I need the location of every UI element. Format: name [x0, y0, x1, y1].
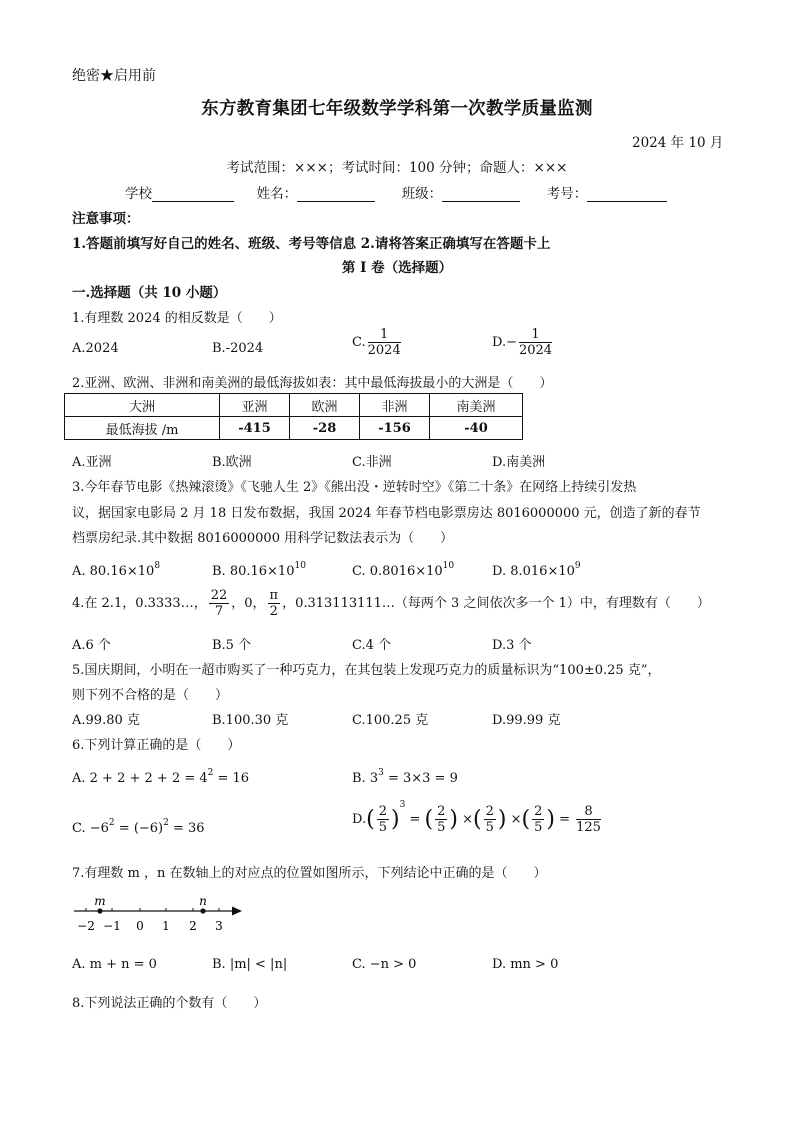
q1-c-label: C.: [352, 335, 366, 350]
number-field[interactable]: [587, 187, 667, 202]
altitude-table: [64, 393, 523, 440]
q3-option-b[interactable]: B. $80.16\times 10^{10}$: [212, 561, 306, 579]
tick-label: −1: [103, 919, 121, 933]
q6-option-c[interactable]: C. $-6^2 = (-6)^2 = 36$: [72, 818, 205, 836]
number-line: [70, 893, 250, 937]
q5-option-d[interactable]: D.99.99 克: [492, 713, 561, 728]
table-header: 欧洲: [290, 394, 360, 417]
q5-option-a[interactable]: A.99.80 克: [72, 713, 140, 728]
q8-stem: 8.下列说法正确的个数有（ ）: [72, 996, 267, 1011]
notice-heading: 注意事项：: [72, 211, 140, 227]
tick-label: 2: [189, 919, 197, 933]
q3-line-3: 档票房纪录.其中数据 8016000000 用科学记数法表示为（ ）: [72, 531, 454, 546]
q6-option-a[interactable]: A. $2 + 2 + 2 + 2 = 4^2 = 16$: [72, 768, 250, 786]
q7-option-c[interactable]: C. −n > 0: [352, 957, 417, 972]
q2-option-c[interactable]: C.非洲: [352, 455, 392, 470]
q2-option-d[interactable]: D.南美洲: [492, 455, 546, 470]
q3-line-1: 3.今年春节电影《热辣滚烫》《飞驰人生 2》《熊出没・逆转时空》《第二十条》在网络上持续引发热: [72, 480, 637, 495]
tick-label: −2: [77, 919, 95, 933]
name-label: 姓名：: [256, 186, 298, 202]
tick-label: 0: [136, 919, 144, 933]
table-header-row: [65, 394, 523, 417]
table-header: 非洲: [360, 394, 430, 417]
q1-d-label: D.−: [492, 335, 517, 350]
q7-option-b[interactable]: B. |m| < |n|: [212, 957, 288, 972]
q1-option-c[interactable]: [352, 327, 403, 358]
class-label: 班级：: [401, 186, 443, 202]
secret-label: 绝密★启用前: [72, 68, 156, 84]
table-header: 大洲: [65, 394, 220, 417]
school-field[interactable]: [152, 187, 234, 202]
q4-fraction-22-7: $\frac{22}{7}$: [210, 588, 228, 619]
table-header: 亚洲: [220, 394, 290, 417]
student-info-fields: [125, 182, 667, 202]
q7-option-d[interactable]: D. mn > 0: [492, 957, 559, 972]
q5-option-c[interactable]: C.100.25 克: [352, 713, 429, 728]
q6-option-d[interactable]: D.( $\frac{2}{5}$ )$^3$ = ( $\frac{2}{5}$ ) ×( $\frac{2}{5}$ ) ×( $\frac{2}{5}$ ) = $\frac{8}{125}$: [352, 800, 601, 835]
point-m: [97, 908, 102, 913]
q4-fraction-pi-2: $\frac{\pi}{2}$: [269, 588, 279, 619]
q3-line-2: 议，据国家电影局 2 月 18 日发布数据，我国 2024 年春节档电影票房达 8016000000 元，创造了新的春节: [72, 506, 701, 521]
q6-stem: 6.下列计算正确的是（ ）: [72, 738, 241, 753]
q4-option-c[interactable]: C.4 个: [352, 638, 392, 653]
q5-line-2: 则下列不合格的是（ ）: [72, 688, 229, 703]
table-cell: -156: [360, 417, 430, 440]
q5-line-1: 5.国庆期间，小明在一超市购买了一种巧克力，在其包装上发现巧克力的质量标识为“100±0.25 克”，: [72, 663, 661, 678]
q1-d-fraction: $\frac{1}{2024}$: [518, 327, 553, 358]
q1-option-b[interactable]: B.-2024: [212, 341, 264, 356]
q2-option-a[interactable]: A.亚洲: [72, 455, 112, 470]
exam-date: 2024 年 10 月: [632, 135, 724, 151]
q1-stem: 1.有理数 2024 的相反数是（ ）: [72, 311, 282, 326]
volume-title: 第 I 卷（选择题）: [341, 260, 453, 276]
q1-option-d[interactable]: [492, 327, 554, 358]
table-cell: -40: [430, 417, 523, 440]
q3-option-c[interactable]: C. $0.8016\times 10^{10}$: [352, 561, 455, 579]
q2-option-b[interactable]: B.欧洲: [212, 455, 252, 470]
tick-label: 1: [162, 919, 170, 933]
exam-info: 考试范围：×××；考试时间：100 分钟；命题人：×××: [226, 160, 568, 176]
q2-stem: 2.亚洲、欧洲、非洲和南美洲的最低海拔如表：其中最低海拔最小的大洲是（ ）: [72, 376, 553, 391]
number-label: 考号：: [546, 186, 588, 202]
q4-stem: 4.在 2.1，0.3333…， $\frac{22}{7}$ ，0， $\frac{\pi}{2}$ ，0.313113111…（每两个 3 之间依次多一个 1）中，有理数有（ ）: [72, 588, 710, 619]
notice-text: 1.答题前填写好自己的姓名、班级、考号等信息 2.请将答案正确填写在答题卡上: [72, 236, 551, 252]
name-field[interactable]: [297, 187, 375, 202]
table-cell: -28: [290, 417, 360, 440]
label-m: m: [94, 894, 106, 908]
q5-option-b[interactable]: B.100.30 克: [212, 713, 289, 728]
table-header: 南美洲: [430, 394, 523, 417]
q7-option-a[interactable]: A. m + n = 0: [72, 957, 157, 972]
q1-option-a[interactable]: A.2024: [72, 341, 119, 356]
table-cell: -415: [220, 417, 290, 440]
q6-option-b[interactable]: B. $3^3 = 3\times 3 = 9$: [352, 768, 458, 786]
class-field[interactable]: [442, 187, 520, 202]
q6-d-label: D.: [352, 812, 367, 827]
table-cell: 最低海拔 /m: [65, 417, 220, 440]
q3-option-a[interactable]: A. $80.16\times 10^8$: [72, 561, 161, 579]
q1-c-fraction: $\frac{1}{2024}$: [367, 327, 401, 358]
section-title: 一.选择题（共 10 小题）: [72, 285, 227, 301]
label-n: n: [199, 894, 207, 908]
table-row: [65, 417, 523, 440]
exam-title: 东方教育集团七年级数学学科第一次教学质量监测: [201, 99, 593, 119]
q3-option-d[interactable]: D. $8.016\times 10^9$: [492, 561, 581, 579]
school-label: 学校: [125, 186, 152, 202]
q4-option-a[interactable]: A.6 个: [72, 638, 111, 653]
q4-option-b[interactable]: B.5 个: [212, 638, 252, 653]
q7-stem: 7.有理数 m ，n 在数轴上的对应点的位置如图所示，下列结论中正确的是（ ）: [72, 866, 547, 881]
point-n: [200, 908, 205, 913]
tick-label: 3: [215, 919, 223, 933]
q4-option-d[interactable]: D.3 个: [492, 638, 532, 653]
arrow-icon: [232, 907, 242, 916]
